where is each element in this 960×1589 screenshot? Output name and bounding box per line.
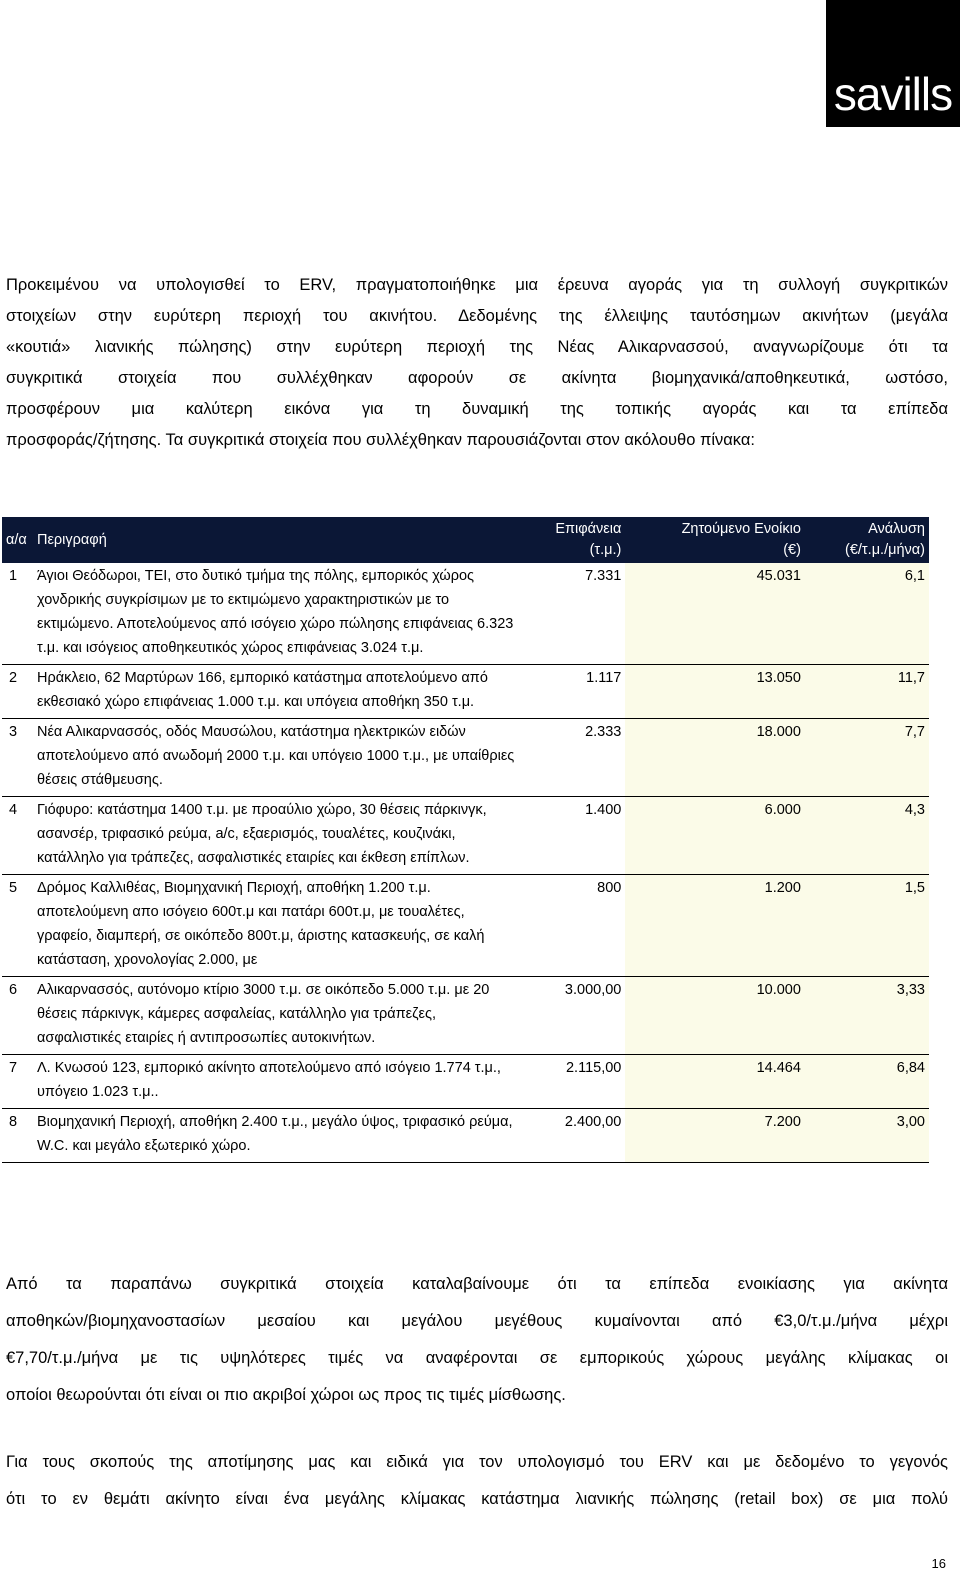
table-header-row (2, 517, 929, 563)
table-row (2, 1109, 929, 1163)
intro-line: προσφέρουν μια καλύτερη εικόνα για τη δυναμική της τοπικής αγοράς και τα επίπεδα (6, 400, 948, 418)
row-rent: 18.000 (625, 719, 805, 797)
row-area: 2.333 (521, 719, 625, 797)
intro-line: Προκειμένου να υπολογισθεί το ERV, πραγματοποιήθηκε μια έρευνα αγοράς για τη συλλογή συγκριτικών (6, 276, 948, 294)
row-analysis: 3,33 (805, 977, 929, 1055)
closing-line: Για τους σκοπούς της αποτίμησης μας και ειδικά για τον υπολογισμό του ERV και με δεδομένο το γεγονός (6, 1453, 948, 1471)
row-index: 2 (2, 665, 33, 719)
conclusion-line: Από τα παραπάνω συγκριτικά στοιχεία καταλαβαίνουμε ότι τα επίπεδα ενοικίασης για ακίνητα (6, 1275, 948, 1293)
conclusion-line: οποίοι θεωρούνται ότι είναι οι πιο ακριβοί χώροι ως προς τις τιμές μίσθωσης. (6, 1386, 566, 1404)
conclusion-line: αποθηκών/βιομηχανοστασίων μεσαίου και μεγάλου μεγέθους κυμαίνονται από €3,0/τ.μ./μήνα μέχρι (6, 1312, 948, 1330)
header-analysis (805, 517, 929, 563)
savills-logo (826, 0, 960, 127)
header-area-line2: (τ.μ.) (589, 542, 622, 558)
header-analysis-line2: (€/τ.μ./μήνα) (845, 542, 925, 558)
header-analysis-line1: Ανάλυση (868, 521, 925, 537)
table-row (2, 719, 929, 797)
header-area-line1: Επιφάνεια (555, 521, 622, 537)
intro-paragraph (6, 270, 948, 456)
row-analysis: 11,7 (805, 665, 929, 719)
row-analysis: 3,00 (805, 1109, 929, 1163)
row-rent: 10.000 (625, 977, 805, 1055)
table-row (2, 1055, 929, 1109)
row-index: 6 (2, 977, 33, 1055)
header-index: α/α (2, 517, 33, 563)
table-row (2, 563, 929, 665)
row-description: Βιομηχανική Περιοχή, αποθήκη 2.400 τ.μ., μεγάλο ύψος, τριφασικό ρεύμα, W.C. και μεγάλο εξωτερικό χώρο. (33, 1109, 521, 1163)
intro-line: στοιχείων στην ευρύτερη περιοχή του ακινήτου. Δεδομένης της έλλειψης ταυτόσημων ακινήτων (μεγάλα (6, 307, 948, 325)
table-row (2, 875, 929, 977)
row-description: Αλικαρνασσός, αυτόνομο κτίριο 3000 τ.μ. σε οικόπεδο 5.000 τ.μ. με 20 θέσεις πάρκινγκ, κάμερες ασφαλείας, κατάλληλο για τράπεζες, ασφαλιστικές εταιρίες ή αντιπροσωπίες αυτοκινήτων. (33, 977, 521, 1055)
row-index: 3 (2, 719, 33, 797)
row-area: 2.115,00 (521, 1055, 625, 1109)
header-rent-line2: (€) (783, 542, 801, 558)
row-rent: 45.031 (625, 563, 805, 665)
row-area: 1.400 (521, 797, 625, 875)
closing-paragraph (6, 1444, 948, 1518)
row-area: 3.000,00 (521, 977, 625, 1055)
row-analysis: 6,1 (805, 563, 929, 665)
conclusion-line: €7,70/τ.μ./μήνα με τις υψηλότερες τιμές να αναφέρονται σε εμπορικούς χώρους μεγάλης κλίμακας οι (6, 1349, 948, 1367)
row-description: Νέα Αλικαρνασσός, οδός Μαυσώλου, κατάστημα ηλεκτρικών ειδών αποτελούμενο από ανωδομή 2000 τ.μ. και υπόγειο 1000 τ.μ., με υπαίθριες θέσεις στάθμευσης. (33, 719, 521, 797)
row-index: 7 (2, 1055, 33, 1109)
row-analysis: 4,3 (805, 797, 929, 875)
row-rent: 7.200 (625, 1109, 805, 1163)
row-analysis: 6,84 (805, 1055, 929, 1109)
header-rent-line1: Ζητούμενο Ενοίκιο (681, 521, 801, 537)
row-index: 5 (2, 875, 33, 977)
row-rent: 6.000 (625, 797, 805, 875)
row-rent: 13.050 (625, 665, 805, 719)
row-index: 4 (2, 797, 33, 875)
row-area: 800 (521, 875, 625, 977)
row-rent: 1.200 (625, 875, 805, 977)
row-rent: 14.464 (625, 1055, 805, 1109)
table-row (2, 797, 929, 875)
row-area: 2.400,00 (521, 1109, 625, 1163)
intro-line: προσφοράς/ζήτησης. Τα συγκριτικά στοιχεία που συλλέχθηκαν παρουσιάζονται στον ακόλουθο πίνακα: (6, 431, 755, 449)
row-description: Γιόφυρο: κατάστημα 1400 τ.μ. με προαύλιο χώρο, 30 θέσεις πάρκινγκ, ασανσέρ, τριφασικό ρεύμα, a/c, εξαερισμός, τουαλέτες, κουζινάκι, κατάλληλο για τράπεζες, ασφαλιστικές εταιρίες και έκθεση επίπλων. (33, 797, 521, 875)
header-area (521, 517, 625, 563)
row-area: 1.117 (521, 665, 625, 719)
row-area: 7.331 (521, 563, 625, 665)
closing-line: ότι τo εν θεμάτι ακίνητο είναι ένα μεγάλης κλίμακας κατάστημα λιανικής πώλησης (retail box) σε μια πολύ (6, 1490, 948, 1508)
comparables-table (2, 517, 929, 1163)
row-index: 8 (2, 1109, 33, 1163)
table-row (2, 977, 929, 1055)
row-description: Άγιοι Θεόδωροι, ΤΕΙ, στο δυτικό τμήμα της πόλης, εμπορικός χώρος χονδρικής συγκρίσιμων με το εκτιμώμενο χαρακτηριστικών με το εκτιμώμενο. Αποτελούμενος από ισόγειο χώρο πώλησης επιφάνειας 6.323 τ.μ. και ισόγειος αποθηκευτικός χώρος επιφάνειας 3.024 τ.μ. (33, 563, 521, 665)
conclusion-paragraph (6, 1266, 948, 1414)
row-description: Ηράκλειο, 62 Μαρτύρων 166, εμπορικό κατάστημα αποτελούμενο από εκθεσιακό χώρο επιφάνειας 1.000 τ.μ. και υπόγεια αποθήκη 350 τ.μ. (33, 665, 521, 719)
header-rent (625, 517, 805, 563)
page-number: 16 (931, 1556, 946, 1571)
intro-line: συγκριτικά στοιχεία που συλλέχθηκαν αφορούν σε ακίνητα βιομηχανικά/αποθηκευτικά, ωστόσο, (6, 369, 948, 387)
row-description: Λ. Κνωσού 123, εμπορικό ακίνητο αποτελούμενο από ισόγειο 1.774 τ.μ., υπόγειο 1.023 τ.μ.. (33, 1055, 521, 1109)
intro-line: «κουτιά» λιανικής πώλησης) στην ευρύτερη περιοχή της Νέας Αλικαρνασσού, αναγνωρίζουμε ότι τα (6, 338, 948, 356)
header-description: Περιγραφή (33, 517, 521, 563)
row-description: Δρόμος Καλλιθέας, Βιομηχανική Περιοχή, αποθήκη 1.200 τ.μ. αποτελούμενη απο ισόγειο 600τ.μ και πατάρι 600τ.μ, με τουαλέτες, γραφείο, διαμπερή, σε οικόπεδο 800τ.μ, άριστης κατασκευής, σε καλή κατάσταση, χρονολογίας 2.000, με (33, 875, 521, 977)
logo-text: savills (833, 68, 953, 120)
row-analysis: 7,7 (805, 719, 929, 797)
row-analysis: 1,5 (805, 875, 929, 977)
table-row (2, 665, 929, 719)
row-index: 1 (2, 563, 33, 665)
